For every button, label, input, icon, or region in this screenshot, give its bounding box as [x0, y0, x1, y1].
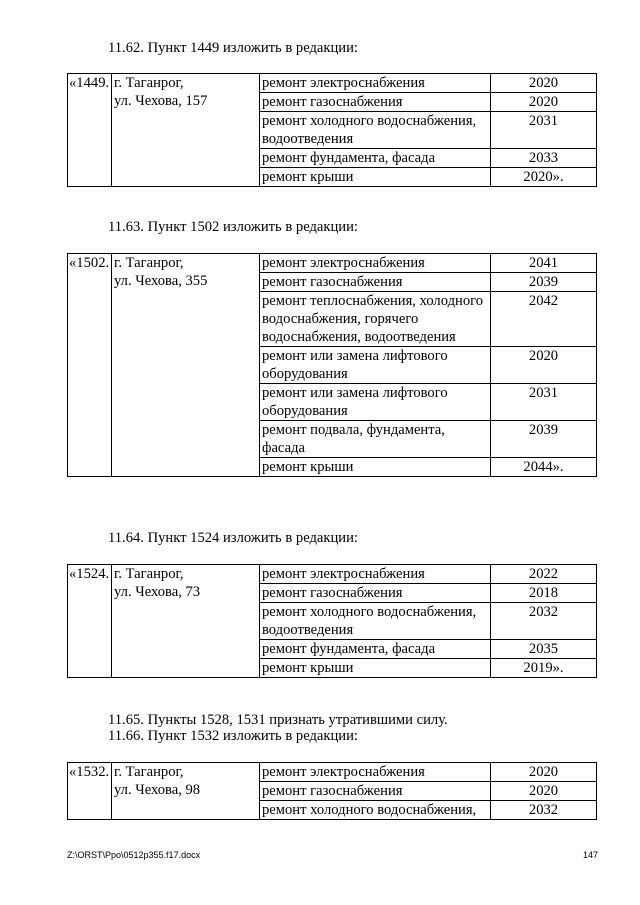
address-street: ул. Чехова, 157: [114, 93, 208, 109]
work-type: ремонт или замена лифтового оборудования: [260, 347, 491, 384]
address-city: г. Таганрог,: [114, 566, 184, 582]
work-year: 2033: [491, 149, 597, 168]
paragraph-11-63: 11.63. Пункт 1502 изложить в редакции:: [108, 219, 358, 235]
address-street: ул. Чехова, 355: [114, 273, 208, 289]
work-type: ремонт крыши: [260, 168, 491, 187]
item-number: «1532.: [68, 763, 112, 820]
page-number: 147: [582, 850, 598, 860]
work-year: 2020: [491, 347, 597, 384]
work-type: ремонт холодного водоснабжения, водоотведения: [260, 603, 491, 640]
work-year: 2020: [491, 763, 597, 782]
address-city: г. Таганрог,: [114, 255, 184, 271]
address-cell: [112, 254, 260, 477]
work-type: ремонт фундамента, фасада: [260, 149, 491, 168]
work-year: 2032: [491, 603, 597, 640]
table-row: [68, 763, 597, 782]
work-type: ремонт подвала, фундамента, фасада: [260, 421, 491, 458]
paragraph-11-65: 11.65. Пункты 1528, 1531 признать утратившими силу.: [108, 712, 448, 728]
work-type: ремонт газоснабжения: [260, 93, 491, 112]
work-type: ремонт электроснабжения: [260, 763, 491, 782]
address-street: ул. Чехова, 73: [114, 584, 201, 600]
work-type: ремонт газоснабжения: [260, 273, 491, 292]
work-year: 2039: [491, 421, 597, 458]
address-cell: [112, 565, 260, 678]
work-type: ремонт крыши: [260, 458, 491, 477]
work-type: ремонт электроснабжения: [260, 254, 491, 273]
item-number: «1502.: [68, 254, 112, 477]
work-type: ремонт газоснабжения: [260, 584, 491, 603]
work-year: 2031: [491, 384, 597, 421]
table-item-1502: [67, 253, 597, 477]
work-year: 2042: [491, 292, 597, 347]
work-year: 2020: [491, 93, 597, 112]
work-type: ремонт холодного водоснабжения,: [260, 801, 491, 820]
address-cell: [112, 763, 260, 820]
address-city: г. Таганрог,: [114, 764, 184, 780]
item-number: «1524.: [68, 565, 112, 678]
work-type: ремонт газоснабжения: [260, 782, 491, 801]
work-year: 2020: [491, 782, 597, 801]
work-type: ремонт холодного водоснабжения, водоотведения: [260, 112, 491, 149]
work-year: 2019».: [491, 659, 597, 678]
work-year: 2018: [491, 584, 597, 603]
work-year: 2020: [491, 74, 597, 93]
paragraph-11-62: 11.62. Пункт 1449 изложить в редакции:: [108, 40, 358, 56]
work-year: 2022: [491, 565, 597, 584]
work-type: ремонт электроснабжения: [260, 74, 491, 93]
table-item-1532: [67, 762, 597, 820]
work-type: ремонт теплоснабжения, холодного водоснабжения, горячего водоснабжения, водоотведения: [260, 292, 491, 347]
table-row: [68, 565, 597, 584]
work-year: 2041: [491, 254, 597, 273]
table-item-1449: [67, 73, 597, 187]
address-cell: [112, 74, 260, 187]
table-item-1524: [67, 564, 597, 678]
address-city: г. Таганрог,: [114, 75, 184, 91]
work-year: 2035: [491, 640, 597, 659]
work-type: ремонт фундамента, фасада: [260, 640, 491, 659]
table-row: [68, 74, 597, 93]
paragraph-11-64: 11.64. Пункт 1524 изложить в редакции:: [108, 530, 358, 546]
work-year: 2039: [491, 273, 597, 292]
work-year: 2031: [491, 112, 597, 149]
footer-file-path: Z:\ORST\Ppo\0512p355.f17.docx: [67, 850, 201, 860]
work-year: 2032: [491, 801, 597, 820]
work-type: ремонт крыши: [260, 659, 491, 678]
work-type: ремонт электроснабжения: [260, 565, 491, 584]
item-number: «1449.: [68, 74, 112, 187]
table-row: [68, 254, 597, 273]
work-year: 2044».: [491, 458, 597, 477]
paragraph-11-66: 11.66. Пункт 1532 изложить в редакции:: [108, 728, 358, 744]
work-year: 2020».: [491, 168, 597, 187]
address-street: ул. Чехова, 98: [114, 782, 201, 798]
work-type: ремонт или замена лифтового оборудования: [260, 384, 491, 421]
